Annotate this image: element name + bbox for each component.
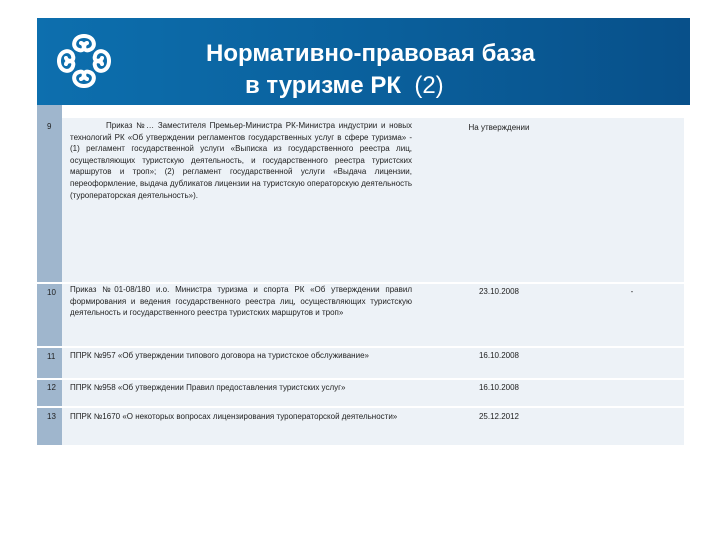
row-number: 10 bbox=[47, 288, 56, 297]
document-title: ППРК №957 «Об утверждении типового договора на туристское обслуживание» bbox=[70, 351, 369, 360]
row-number: 11 bbox=[47, 352, 56, 361]
title-line-2 bbox=[187, 70, 667, 102]
document-title: ППРК №1670 «О некоторых вопросах лицензирования туроператорской деятельности» bbox=[70, 412, 398, 421]
page-title bbox=[187, 38, 667, 102]
document-date: На утверждении bbox=[468, 123, 530, 132]
document-date: 25.12.2012 bbox=[478, 412, 520, 421]
row-number: 13 bbox=[47, 412, 56, 421]
table-row bbox=[47, 408, 684, 445]
row-number: 9 bbox=[47, 122, 52, 131]
table-row bbox=[47, 380, 684, 406]
table-row bbox=[47, 118, 684, 282]
document-title: Приказ №01-08/180 и.о. Министра туризма и спорта РК «Об утверждении правил формирования и ведения государственного реестра лиц, осуществляющих туристскую деятельность и государственного реестра туристских маршрутов и троп» bbox=[70, 285, 412, 318]
title-line-2-text: в туризме РК bbox=[245, 72, 401, 99]
document-date: 16.10.2008 bbox=[478, 383, 520, 392]
document-date: 16.10.2008 bbox=[478, 351, 520, 360]
title-line-1: Нормативно-правовая база bbox=[206, 40, 536, 67]
document-note: - bbox=[630, 287, 634, 296]
document-title: Приказ №… Заместителя Премьер-Министра РК-Министра индустрии и новых технологий РК «Об утверждении регламентов государственных услуг в сфере туризма» - (1) регламент государственной услуги «Выписка из государственного реестра лиц, осуществляющих туристскую деятельность, и государственного реестра туристских маршрутов и троп»; (2) регламент государственной услуги «Выдача лицензии, переоформление, выдача дубликатов лицензии на туристскую операторскую деятельность (туроператорская деятельность»). bbox=[70, 121, 412, 200]
table-row bbox=[47, 284, 684, 346]
slide-header bbox=[37, 18, 690, 105]
document-date: 23.10.2008 bbox=[478, 287, 520, 296]
table-row bbox=[47, 348, 684, 378]
kazakh-ornament-icon bbox=[51, 28, 117, 94]
title-part-number: (2) bbox=[414, 72, 444, 99]
document-title: ППРК №958 «Об утверждении Правил предоставления туристских услуг» bbox=[70, 383, 346, 392]
row-number: 12 bbox=[47, 383, 56, 392]
row-number-column bbox=[37, 105, 62, 445]
